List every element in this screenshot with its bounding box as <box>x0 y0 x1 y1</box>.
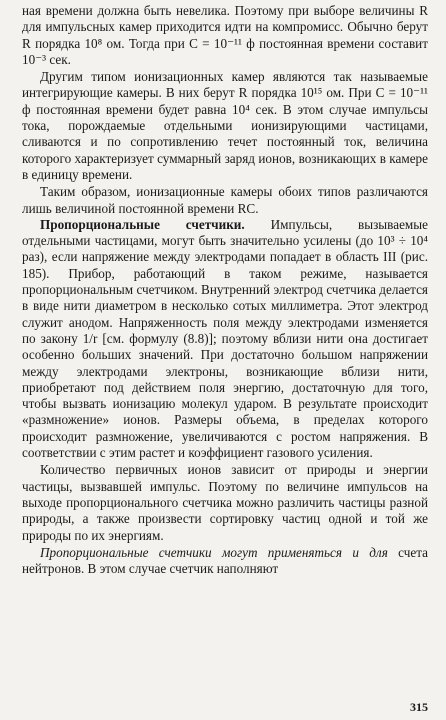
paragraph-3 <box>22 184 428 217</box>
paragraph-4 <box>22 217 428 461</box>
paragraph-text: Импульсы, вызываемые отдельными частицами, могут быть значительно усилены (до 10³ ÷ 10⁴ раз), если напряжение между электродами попадает в область III (рис. 185). Прибор, работающий в таком режиме, называется пропорциональным счетчиком. Внутренний электрод счетчика делается в виде нити диаметром в несколько сотых миллиметра. Этот электрод служит анодом. Напряженность поля между электродами изменяется по закону 1/r [см. формулу (8.8)]; поэтому вблизи нити она достигает особенно больших значений. При достаточно большом напряжении между электродами электроны, возникающие вблизи нити, приобретают под действием поля энергию, достаточную для того, чтобы вызвать ионизацию молекул ударом. В результате происходит «размножение» ионов. Размеры объема, в пределах которого происходит размножение, увеличиваются с ростом напряжения. В соответствии с этим растет и коэффициент газового усиления. <box>22 216 428 461</box>
section-heading: Пропорциональные счетчики. <box>40 216 245 232</box>
page-number: 315 <box>410 700 428 714</box>
paragraph-text: Другим типом ионизационных камер являются так называемые интегрирующие камеры. В них берут R порядка 10¹⁵ ом. При C = 10⁻¹¹ ф постоянная времени будет равна 10⁴ сек. В этом случае импульсы тока, порождаемые отдельными ионизирующими частицами, сливаются и по сопротивлению течет постоянный ток, величина которого характеризует суммарный заряд ионов, возникающих в камере в единицу времени. <box>22 69 428 182</box>
italic-lead: Пропорциональные счетчики могут применяться и для <box>40 544 388 560</box>
paragraph-1 <box>22 3 428 68</box>
paragraph-text: счета нейтронов. В этом случае счетчик наполняют <box>22 544 429 577</box>
paragraph-2 <box>22 69 428 183</box>
paragraph-5 <box>22 462 428 543</box>
paragraph-text: Таким образом, ионизационные камеры обоих типов различаются лишь величиной постоянной времени RC. <box>22 184 428 216</box>
paragraph-6 <box>22 545 428 578</box>
paragraph-text: ная времени должна быть невелика. Поэтому при выборе величины R для импульсных камер приходится идти на компромисс. Обычно берут R порядка 10⁸ ом. Тогда при C = 10⁻¹¹ ф постоянная времени составит 10⁻³ сек. <box>22 3 428 67</box>
paragraph-text: Количество первичных ионов зависит от природы и энергии частицы, вызвавшей импульс. Поэтому по величине импульсов на выходе пропорционального счетчика можно различить частицы разной природы, а также произвести сортировку частиц одной и той же природы по их энергиям. <box>22 462 428 543</box>
